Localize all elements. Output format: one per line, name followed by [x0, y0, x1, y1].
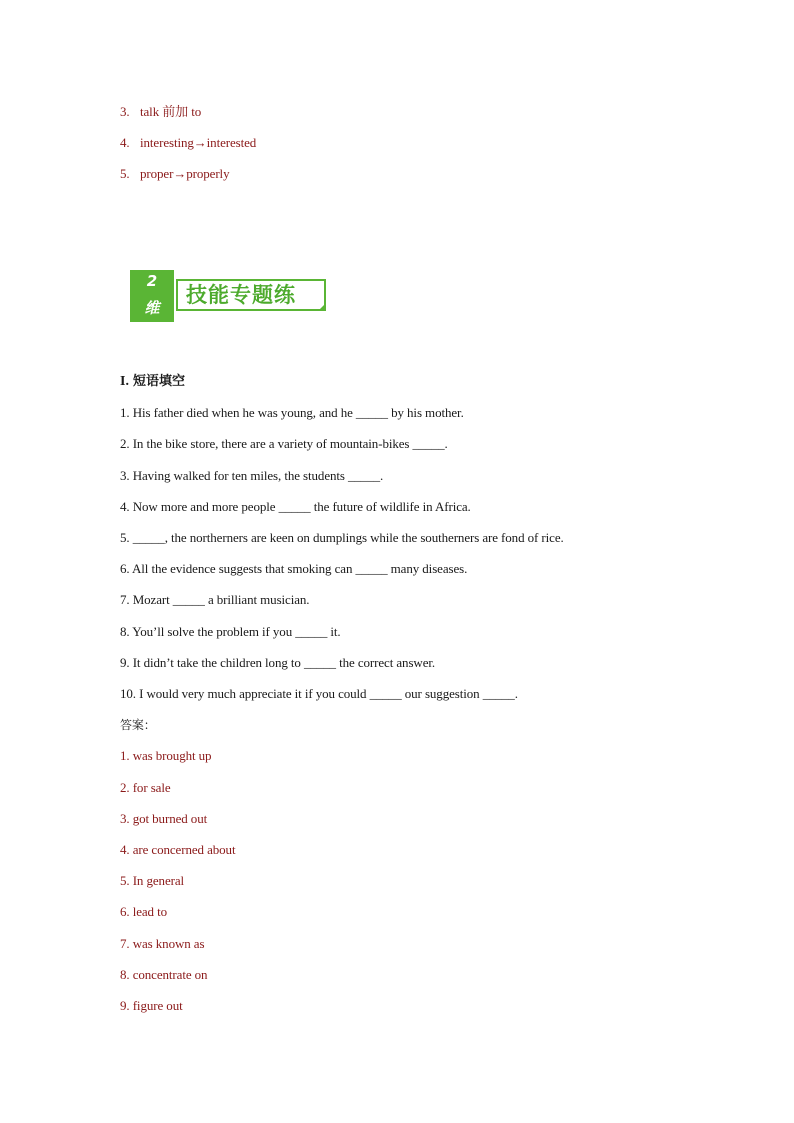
previous-answer-text: proper→properly: [140, 166, 230, 181]
previous-answer-number: 5.: [120, 166, 130, 181]
question-item: 4. Now more and more people _____ the future of wildlife in Africa.: [120, 499, 471, 514]
question-item: 2. In the bike store, there are a variety of mountain-bikes _____.: [120, 436, 448, 451]
answer-item: 2. for sale: [120, 780, 171, 795]
answer-item: 1. was brought up: [120, 748, 212, 763]
question-item: 3. Having walked for ten miles, the students _____.: [120, 468, 384, 483]
answer-item: 9. figure out: [120, 998, 183, 1013]
banner-tab-number: 2: [146, 272, 158, 290]
banner-title: 技能专题练: [186, 283, 296, 307]
previous-answer-text: talk 前加 to: [140, 104, 202, 119]
answer-item: 8. concentrate on: [120, 967, 208, 982]
section-banner: [130, 270, 326, 322]
question-item: 8. You’ll solve the problem if you _____ it.: [120, 624, 341, 639]
question-item: 6. All the evidence suggests that smoking can _____ many diseases.: [120, 561, 468, 576]
question-item: 10. I would very much appreciate it if you could _____ our suggestion _____.: [120, 686, 518, 701]
previous-answer-item: [120, 103, 201, 121]
answer-label: 答案：: [120, 718, 156, 732]
banner-corner-decoration: [318, 303, 326, 311]
previous-answer-number: 4.: [120, 135, 130, 150]
answer-item: 3. got burned out: [120, 811, 208, 826]
previous-answer-item: [120, 165, 229, 183]
section-numeral: I.: [120, 374, 129, 389]
answer-item: 4. are concerned about: [120, 842, 236, 857]
question-item: 7. Mozart _____ a brilliant musician.: [120, 592, 310, 607]
previous-answer-text: interesting→interested: [140, 135, 257, 150]
banner-tab: [130, 270, 174, 322]
section-heading: [120, 373, 185, 391]
question-item: 9. It didn’t take the children long to _____ the correct answer.: [120, 655, 436, 670]
question-item: 5. _____, the northerners are keen on dumplings while the southerners are fond of rice.: [120, 530, 564, 545]
previous-answer-item: [120, 134, 256, 152]
answer-item: 6. lead to: [120, 904, 168, 919]
question-item: 1. His father died when he was young, and he _____ by his mother.: [120, 405, 464, 420]
banner-tab-char: 维: [144, 299, 160, 317]
banner-title-box: [176, 279, 326, 311]
answer-item: 7. was known as: [120, 936, 205, 951]
answer-item: 5. In general: [120, 873, 185, 888]
section-title: 短语填空: [132, 374, 185, 389]
previous-answer-number: 3.: [120, 104, 130, 119]
